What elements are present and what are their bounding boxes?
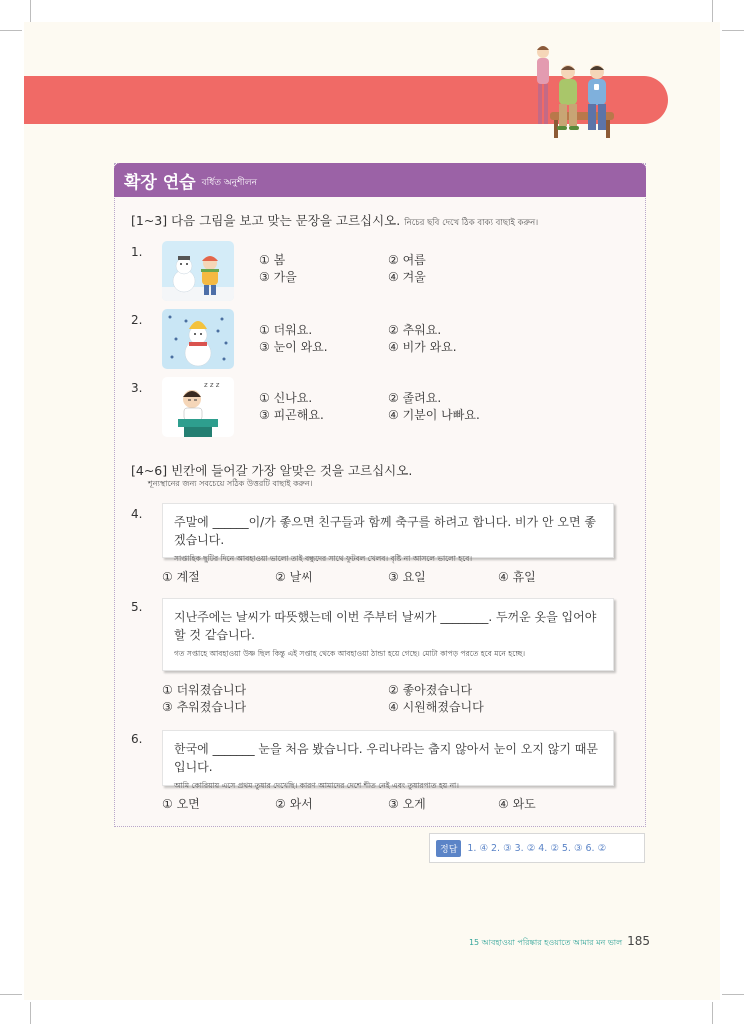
- option-3[interactable]: ③ 오게: [388, 797, 426, 811]
- option-4[interactable]: ④ 기분이 나빠요.: [388, 408, 480, 422]
- snowman-snow-icon: [162, 309, 234, 369]
- option-3[interactable]: ③ 추워졌습니다: [162, 700, 247, 714]
- answer-badge: 정답: [436, 840, 461, 857]
- option-2[interactable]: ② 와서: [275, 797, 313, 811]
- option-1[interactable]: ① 계절: [162, 570, 200, 584]
- sentence-box: [162, 730, 614, 790]
- option-2[interactable]: ② 여름: [388, 253, 426, 267]
- crop-mark: [30, 0, 31, 22]
- answer-text: 1. ④ 2. ③ 3. ② 4. ② 5. ③ 6. ②: [467, 842, 607, 854]
- people-on-bench-icon: [528, 42, 620, 142]
- crop-mark: [30, 1002, 31, 1024]
- option-1[interactable]: ① 오면: [162, 797, 200, 811]
- option-2[interactable]: ② 좋아졌습니다: [388, 683, 473, 697]
- page-number: 185: [627, 934, 650, 948]
- section2-instruction: [4~6] 빈칸에 들어갈 가장 알맞은 것을 고르십시오.: [131, 463, 413, 478]
- option-1[interactable]: ① 더워졌습니다: [162, 683, 247, 697]
- exercise-title: 확장 연습: [124, 172, 196, 193]
- sentence-box: [162, 503, 614, 563]
- crop-mark: [0, 30, 22, 31]
- option-1[interactable]: ① 봄: [259, 253, 286, 267]
- option-2[interactable]: ② 졸려요.: [388, 391, 442, 405]
- section1-instruction-ko: [1~3] 다음 그림을 보고 맞는 문장을 고르십시오.: [131, 213, 401, 228]
- option-3[interactable]: ③ 요일: [388, 570, 426, 584]
- option-3[interactable]: ③ 눈이 와요.: [259, 340, 328, 354]
- crop-mark: [722, 30, 744, 31]
- option-4[interactable]: ④ 시원해졌습니다: [388, 700, 484, 714]
- option-3[interactable]: ③ 피곤해요.: [259, 408, 324, 422]
- section2-instruction-bn: শূন্যস্থানের জন্য সবচেয়ে সঠিক উত্তরটি বাছাই করুন।: [148, 479, 313, 488]
- exercise-subtitle: বর্ধিত অনুশীলন: [201, 177, 257, 188]
- option-4[interactable]: ④ 겨울: [388, 270, 426, 284]
- sentence-korean: 한국에 _______ 눈을 처음 봤습니다. 우리나라는 춥지 않아서 눈이 오지 않기 때문입니다.: [174, 742, 598, 774]
- answer-key: [429, 833, 645, 863]
- svg-text:z z z: z z z: [204, 381, 220, 389]
- crop-mark: [712, 1002, 713, 1024]
- crop-mark: [712, 0, 713, 22]
- snowman-child-icon: [162, 241, 234, 301]
- sentence-korean: 지난주에는 날씨가 따뜻했는데 이번 주부터 날씨가 ________. 두꺼운 옷을 입어야 할 것 같습니다.: [174, 610, 597, 642]
- crop-mark: [0, 994, 22, 995]
- option-4[interactable]: ④ 휴일: [498, 570, 536, 584]
- question-number: 6.: [131, 732, 143, 746]
- question-number: 5.: [131, 600, 143, 614]
- question-number: 4.: [131, 507, 143, 521]
- section1-instruction: [131, 211, 538, 230]
- option-1[interactable]: ① 신나요.: [259, 391, 313, 405]
- sleepy-student-icon: [162, 377, 234, 437]
- sentence-bengali: সাপ্তাহিক ছুটির দিনে আবহাওয়া ভালো তাই বন্ধুদের সাথে ফুটবল খেলব। বৃষ্টি না আসলে ভালো হবে।: [174, 554, 473, 563]
- option-3[interactable]: ③ 가을: [259, 270, 297, 284]
- option-1[interactable]: ① 더워요.: [259, 323, 313, 337]
- question-number: 1.: [131, 245, 143, 259]
- sentence-korean: 주말에 ______이/가 좋으면 친구들과 함께 축구를 하려고 합니다. 비가 안 오면 좋겠습니다.: [174, 515, 596, 547]
- section1-instruction-bn: নিচের ছবি দেখে ঠিক বাক্য বাছাই করুন।: [404, 218, 539, 228]
- crop-mark: [722, 994, 744, 995]
- page-footer: [469, 934, 650, 950]
- option-2[interactable]: ② 날씨: [275, 570, 313, 584]
- option-4[interactable]: ④ 와도: [498, 797, 536, 811]
- sentence-box: [162, 598, 614, 671]
- option-4[interactable]: ④ 비가 와요.: [388, 340, 457, 354]
- sentence-bengali: আমি কোরিয়ায় এসে প্রথম তুষার দেখেছি। কারণ আমাদের দেশে শীত নেই এবং তুষারপাত হয় না।: [174, 781, 459, 790]
- question-number: 2.: [131, 313, 143, 327]
- question-number: 3.: [131, 381, 143, 395]
- exercise-header: [114, 163, 646, 197]
- option-2[interactable]: ② 추워요.: [388, 323, 442, 337]
- sentence-bengali: গত সপ্তাহে আবহাওয়া উষ্ণ ছিল কিন্তু এই সপ্তাহ থেকে আবহাওয়া ঠান্ডা হয়ে গেছে। মোটা কাপড় পরতে হবে মনে হচ্ছে।: [174, 649, 526, 658]
- chapter-title: 15 আবহাওয়া পরিষ্কার হওয়াতে আমার মন ভাল: [468, 938, 623, 947]
